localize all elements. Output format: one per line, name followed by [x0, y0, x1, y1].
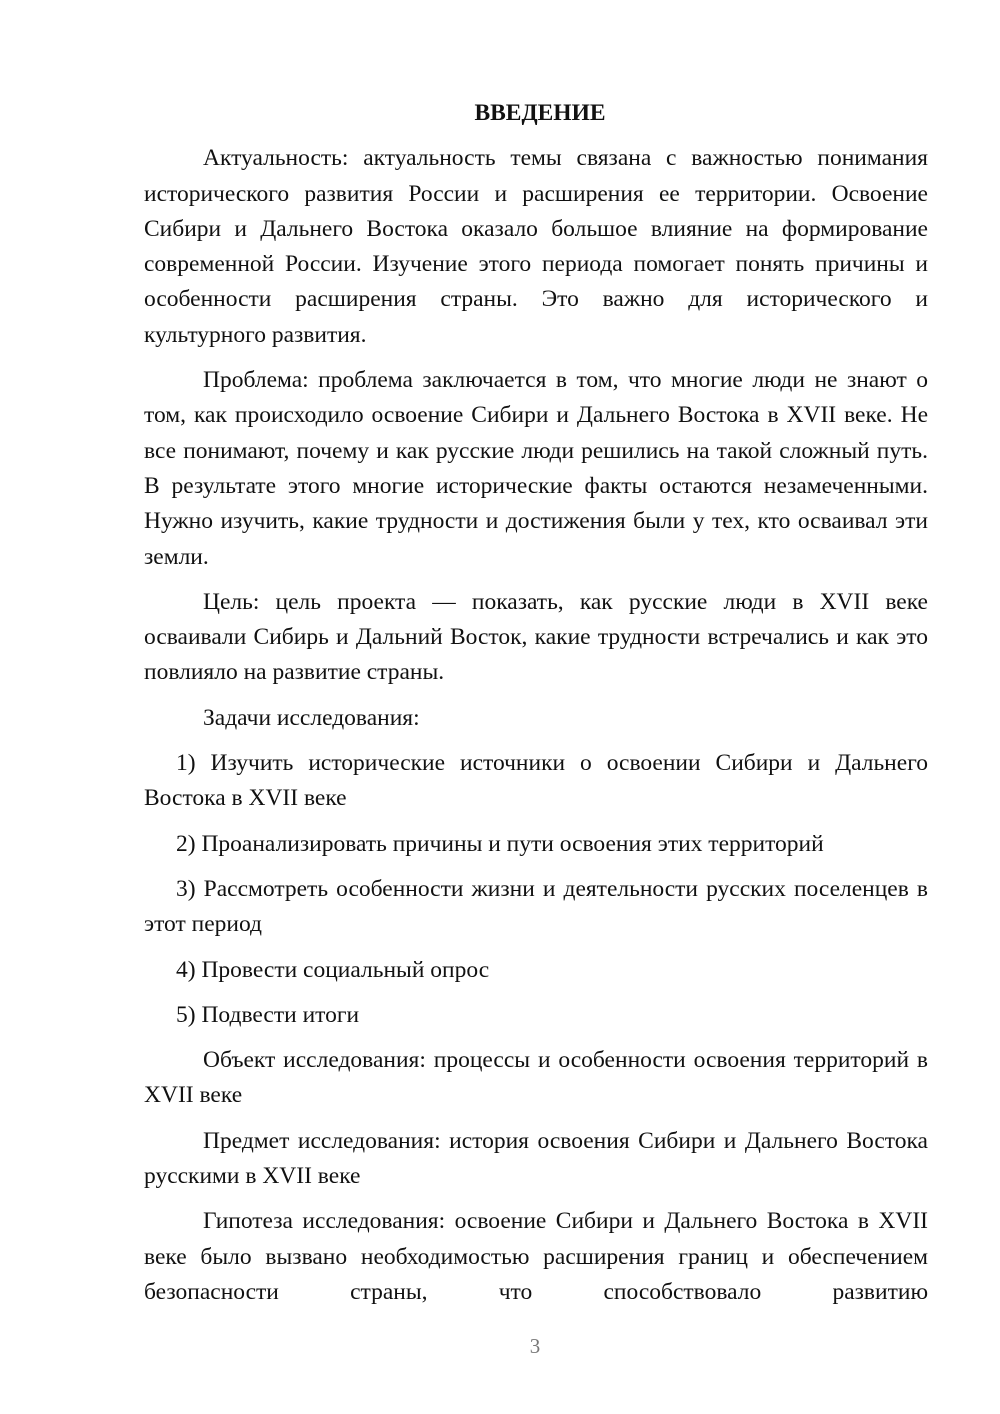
task-item-1: 1) Изучить исторические источники о освоении Сибири и Дальнего Востока в XVII веке	[144, 750, 928, 812]
paragraph-hypothesis: Гипотеза исследования: освоение Сибири и Дальнего Востока в XVII веке было вызвано необходимостью расширения границ и обеспечением безопасности страны, что способствовало развитию	[144, 1208, 928, 1305]
paragraph-subject: Предмет исследования: история освоения Сибири и Дальнего Востока русскими в XVII веке	[144, 1127, 928, 1190]
paragraph-relevance: Актуальность: актуальность темы связана с важностью понимания исторического развития России и расширения ее территории. Освоение Сибири и Дальнего Востока оказало большое влияние на формирование современной России. Изучение этого периода помогает понять причины и особенности расширения страны. Это важно для исторического и культурного развития.	[144, 145, 928, 348]
task-item-4: 4) Провести социальный опрос	[176, 956, 490, 983]
paragraph-object: Объект исследования: процессы и особенности освоения территорий в XVII веке	[144, 1047, 928, 1109]
paragraph-problem: Проблема: проблема заключается в том, что многие люди не знают о том, как происходило освоение Сибири и Дальнего Востока в XVII веке. Не все понимают, почему и как русские люди решились на такой сложный путь. В результате этого многие исторические факты остаются незамеченными. Нужно изучить, какие трудности и достижения были у тех, кто осваивал эти земли.	[144, 367, 928, 570]
page-title: ВВЕДЕНИЕ	[474, 100, 606, 126]
page-number: 3	[529, 1334, 541, 1358]
task-item-2: 2) Проанализировать причины и пути освоения этих территорий	[176, 830, 824, 857]
paragraph-goal: Цель: цель проекта — показать, как русские люди в XVII веке осваивали Сибирь и Дальний Восток, какие трудности встречались и как это повлияло на развитие страны.	[144, 588, 928, 686]
paragraph-tasks-heading: Задачи исследования:	[203, 704, 420, 731]
task-item-5: 5) Подвести итоги	[176, 1001, 360, 1028]
page-content	[144, 96, 928, 1320]
task-item-3: 3) Рассмотреть особенности жизни и деятельности русских поселенцев в этот период	[144, 875, 928, 938]
